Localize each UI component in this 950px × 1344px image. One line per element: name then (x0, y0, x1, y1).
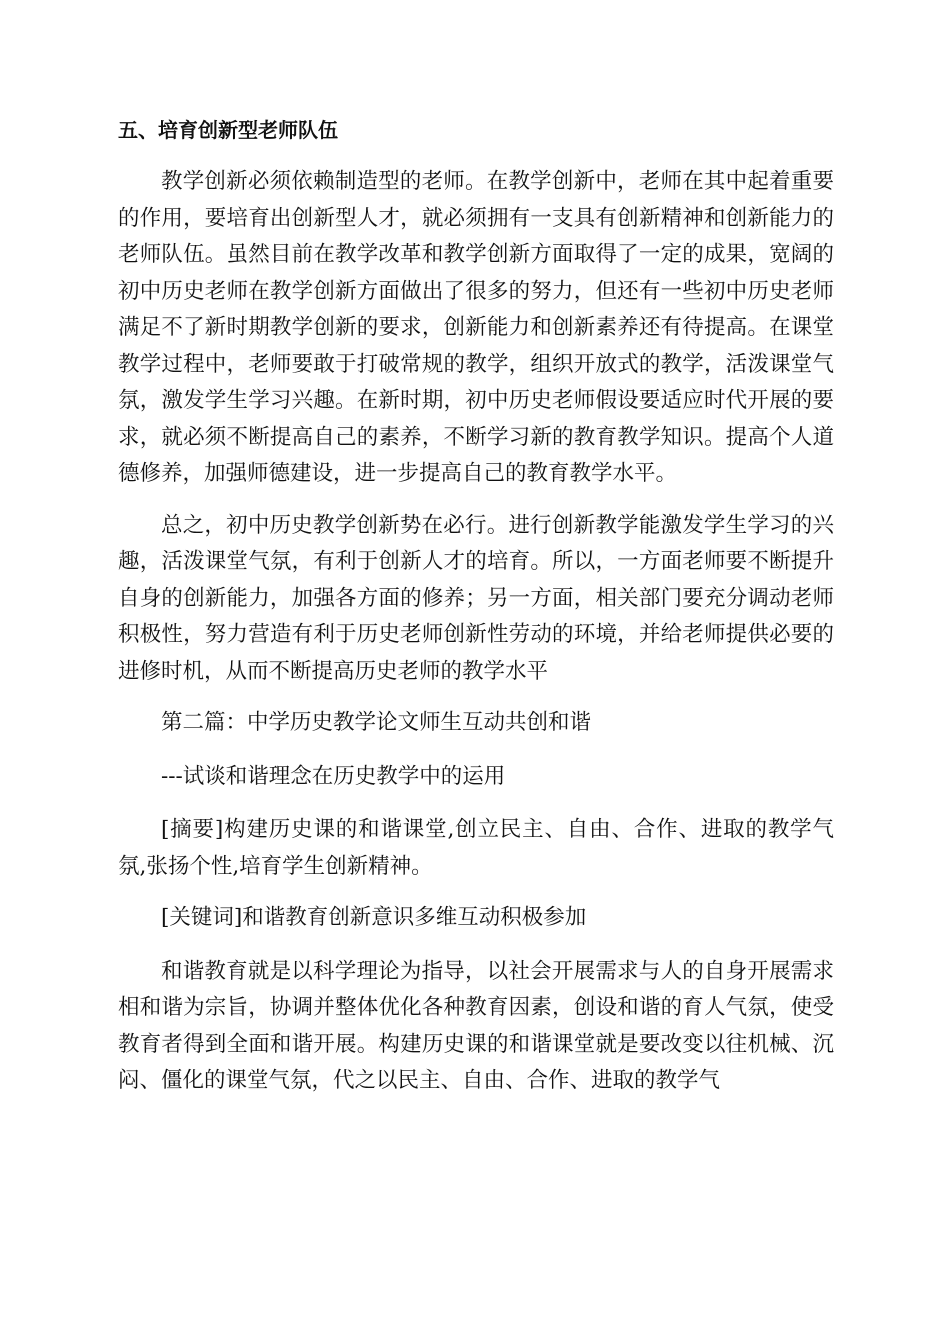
article-title: 第二篇：中学历史教学论文师生互动共创和谐 (161, 710, 592, 735)
section-heading: 五、培育创新型老师队伍 (118, 118, 338, 142)
document-page (118, 112, 834, 1115)
keywords: [关键词]和谐教育创新意识多维互动积极参加 (161, 905, 587, 930)
paragraph-harmony-education: 和谐教育就是以科学理论为指导，以社会开展需求与人的自身开展需求相和谐为宗旨，协调并整体优化各种教育因素，创设和谐的育人气氛，使受教育者得到全面和谐开展。构建历史课的和谐课堂就是要改变以往机械、沉闷、僵化的课堂气氛，代之以民主、自由、合作、进取的教学气 (118, 958, 834, 1093)
abstract: [摘要]构建历史课的和谐课堂,创立民主、自由、合作、进取的教学气氛,张扬个性,培育学生创新精神。 (118, 817, 834, 879)
article-subtitle: ---试谈和谐理念在历史教学中的运用 (161, 763, 506, 789)
paragraph-teacher-innovation: 教学创新必须依赖制造型的老师。在教学创新中，老师在其中起着重要的作用，要培育出创新型人才，就必须拥有一支具有创新精神和创新能力的老师队伍。虽然目前在教学改革和教学创新方面取得了一定的成果，宽阔的初中历史老师在教学创新方面做出了很多的努力，但还有一些初中历史老师满足不了新时期教学创新的要求，创新能力和创新素养还有待提高。在课堂教学过程中，老师要敢于打破常规的教学，组织开放式的教学，活泼课堂气氛，激发学生学习兴趣。在新时期，初中历史老师假设要适应时代开展的要求，就必须不断提高自己的素养，不断学习新的教育教学知识。提高个人道德修养，加强师德建设，进一步提高自己的教育教学水平。 (118, 169, 834, 486)
paragraph-conclusion: 总之，初中历史教学创新势在必行。进行创新教学能激发学生学习的兴趣，活泼课堂气氛，有利于创新人才的培育。所以，一方面老师要不断提升自身的创新能力，加强各方面的修养；另一方面，相关部门要充分调动老师积极性，努力营造有利于历史老师创新性劳动的环境，并给老师提供必要的进修时机，从而不断提高历史老师的教学水平 (118, 512, 834, 684)
